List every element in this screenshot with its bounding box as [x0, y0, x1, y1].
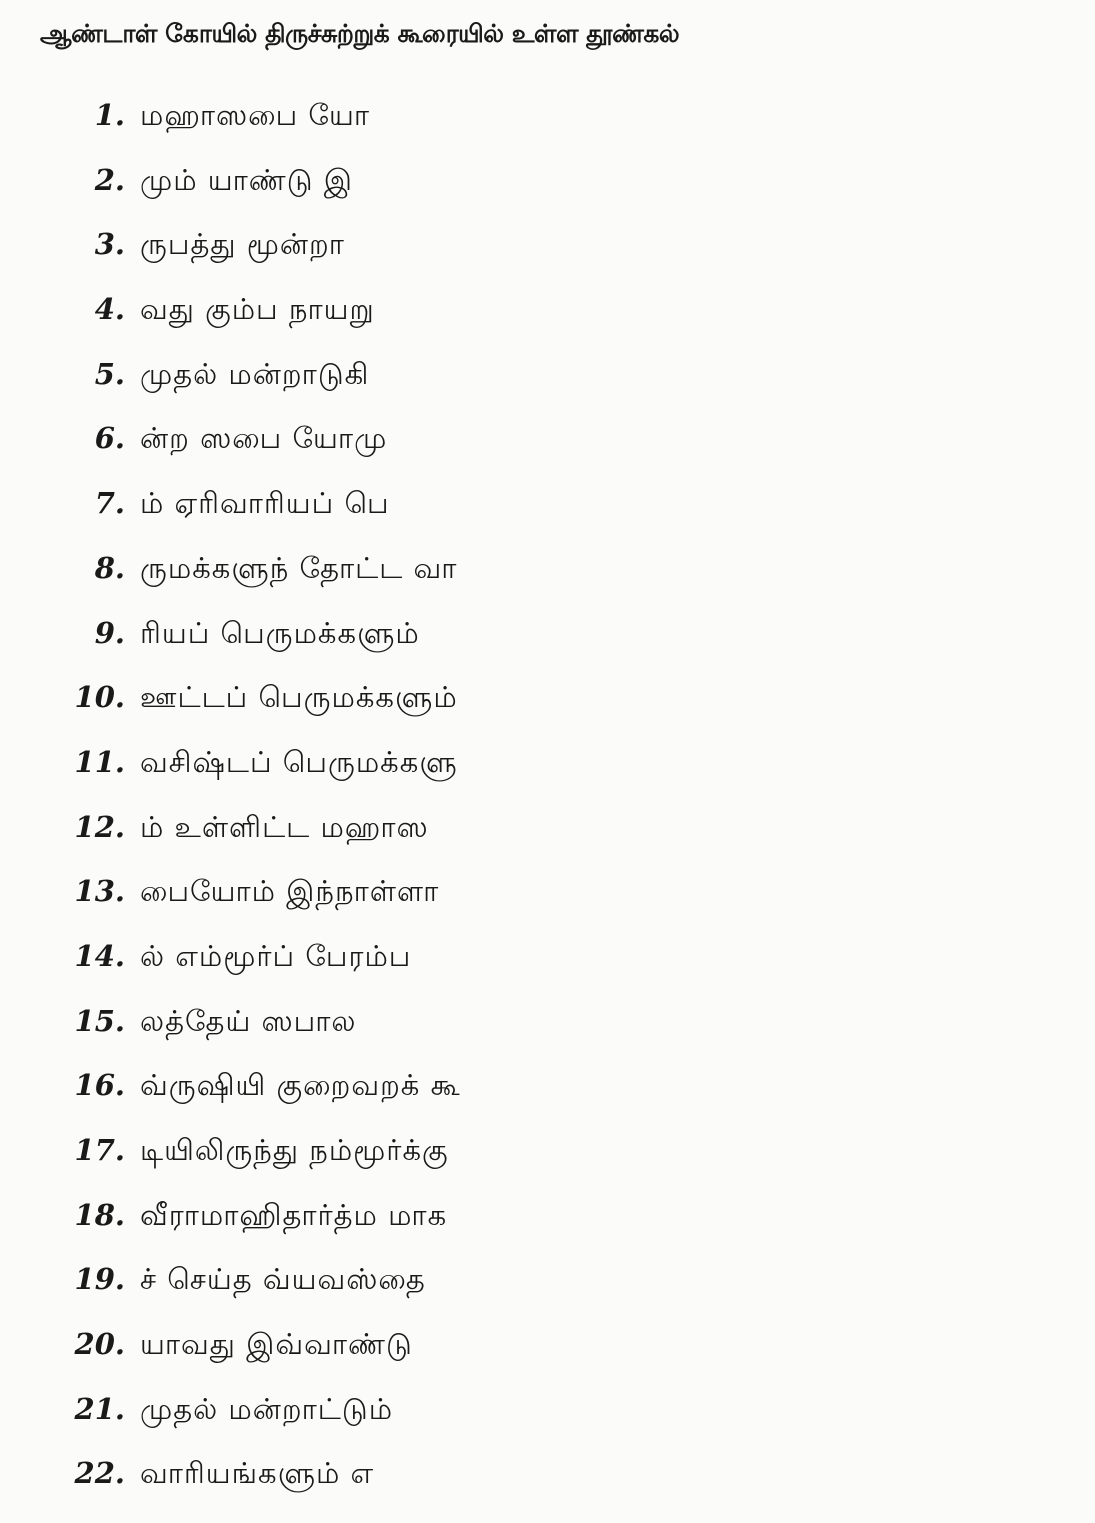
inscription-line — [0, 538, 1095, 603]
line-number: 2. — [94, 162, 125, 197]
inscription-line — [0, 85, 1095, 150]
inscription-line — [0, 861, 1095, 926]
line-number: 21. — [74, 1391, 125, 1426]
line-number: 4. — [94, 292, 125, 327]
line-text: வாரியங்களும் எ — [140, 1456, 375, 1491]
line-text: வசிஷ்டப் பெருமக்களு — [140, 744, 458, 779]
line-text: முதல் மன்றாடுகி — [140, 356, 370, 391]
inscription-line — [0, 1120, 1095, 1185]
inscription-lines — [0, 85, 1095, 1508]
line-number: 13. — [74, 874, 125, 909]
line-text: முதல் மன்றாட்டும் — [140, 1391, 394, 1426]
inscription-line — [0, 1055, 1095, 1120]
line-number: 14. — [74, 938, 125, 973]
inscription-line — [0, 991, 1095, 1056]
line-number: 3. — [94, 227, 125, 262]
inscription-line — [0, 279, 1095, 344]
line-number: 16. — [74, 1068, 125, 1103]
line-text: ச் செய்த வ்யவஸ்தை — [140, 1262, 426, 1297]
inscription-line — [0, 797, 1095, 862]
inscription-line — [0, 667, 1095, 732]
line-text: பையோம் இந்நாள்ளா — [140, 874, 440, 909]
line-text: யாவது இவ்வாண்டு — [140, 1327, 413, 1362]
line-text: வீராமாஹிதார்த்ம மாக — [140, 1197, 448, 1232]
line-number: 7. — [94, 486, 125, 521]
inscription-line — [0, 150, 1095, 215]
line-text: மஹாஸபை யோ — [140, 98, 371, 132]
line-text: ம் உள்ளிட்ட மஹாஸ — [140, 809, 429, 844]
line-text: ஊட்டப் பெருமக்களும் — [140, 680, 458, 715]
line-text: ம் ஏரிவாரியப் பெ — [140, 486, 390, 521]
line-number: 18. — [74, 1197, 125, 1232]
inscription-line — [0, 473, 1095, 538]
line-number: 8. — [94, 550, 125, 585]
inscription-line — [0, 732, 1095, 797]
inscription-line — [0, 1443, 1095, 1508]
line-text: டியிலிருந்து நம்மூர்க்கு — [140, 1133, 449, 1167]
line-text: மும் யாண்டு இ — [140, 162, 353, 197]
line-number: 5. — [94, 356, 125, 391]
inscription-line — [0, 603, 1095, 668]
line-text: ன்ற ஸபை யோமு — [140, 421, 388, 456]
line-number: 10. — [74, 680, 125, 715]
inscription-line — [0, 1379, 1095, 1444]
line-text: வது கும்ப நாயறு — [140, 292, 375, 327]
inscription-line — [0, 1314, 1095, 1379]
line-number: 19. — [74, 1262, 125, 1297]
line-text: லத்தேய் ஸபால — [140, 1003, 357, 1038]
line-number: 9. — [94, 615, 125, 650]
inscription-line — [0, 1185, 1095, 1250]
line-number: 6. — [94, 421, 125, 456]
page-title: ஆண்டாள் கோயில் திருச்சுற்றுக் கூரையில் உள்ள தூண்கல் — [40, 19, 680, 48]
inscription-line — [0, 214, 1095, 279]
line-number: 12. — [74, 809, 125, 844]
line-text: ரியப் பெருமக்களும் — [140, 615, 420, 650]
inscription-line — [0, 926, 1095, 991]
inscription-line — [0, 344, 1095, 409]
line-number: 22. — [74, 1456, 125, 1491]
line-number: 11. — [74, 744, 125, 779]
line-number: 1. — [94, 98, 125, 132]
line-text: ருபத்து மூன்றா — [140, 227, 345, 262]
line-text: ல் எம்மூர்ப் பேரம்ப — [140, 938, 412, 973]
line-number: 17. — [74, 1133, 125, 1167]
line-text: வ்ருஷியி குறைவறக் கூ — [140, 1068, 461, 1103]
inscription-line — [0, 1249, 1095, 1314]
line-number: 15. — [74, 1003, 125, 1038]
line-number: 20. — [74, 1327, 125, 1362]
line-text: ருமக்களுந் தோட்ட வா — [140, 550, 458, 585]
inscription-line — [0, 408, 1095, 473]
